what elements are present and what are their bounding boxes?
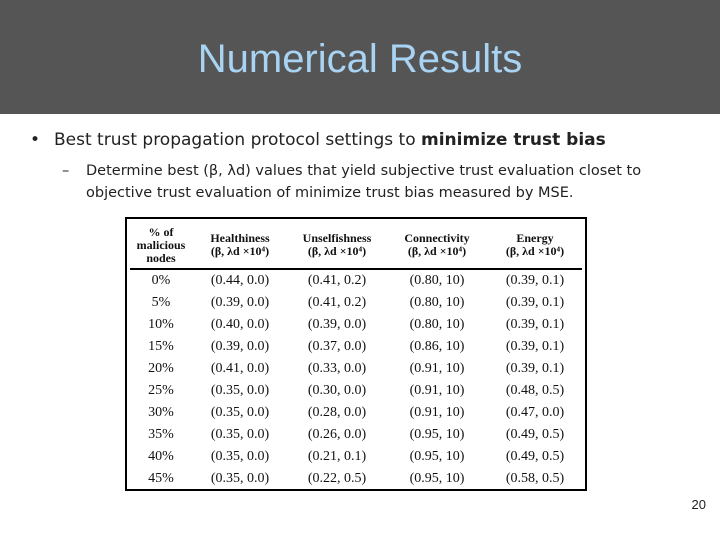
table-cell: (0.95, 10) bbox=[409, 471, 465, 486]
table-cell: (0.49, 0.5) bbox=[505, 427, 565, 442]
table-cell: (0.39, 0.1) bbox=[505, 317, 565, 332]
table-cell: (0.95, 10) bbox=[409, 449, 465, 464]
table-cell: (0.35, 0.0) bbox=[210, 471, 270, 486]
bullet-text-normal: Best trust propagation protocol settings to bbox=[54, 130, 422, 150]
table-cell: 0% bbox=[151, 273, 171, 288]
column-header-line: (β, λd ×10⁴) bbox=[307, 244, 367, 258]
table-cell: (0.37, 0.0) bbox=[307, 339, 367, 354]
table-cell: (0.48, 0.5) bbox=[505, 383, 565, 398]
table-cell: (0.95, 10) bbox=[409, 427, 465, 442]
table-row bbox=[130, 358, 582, 380]
table-row bbox=[130, 402, 582, 424]
table-cell: (0.47, 0.0) bbox=[505, 405, 565, 420]
table-cell: 5% bbox=[151, 295, 171, 310]
table-cell: (0.22, 0.5) bbox=[307, 471, 367, 486]
table-cell: 45% bbox=[148, 471, 174, 486]
table-cell: (0.26, 0.0) bbox=[307, 427, 367, 442]
table-cell: (0.49, 0.5) bbox=[505, 449, 565, 464]
table-cell: (0.44, 0.0) bbox=[210, 273, 270, 288]
results-table-frame bbox=[125, 217, 587, 491]
table-cell: (0.86, 10) bbox=[409, 339, 465, 354]
table-row bbox=[130, 468, 582, 490]
table-cell: (0.41, 0.2) bbox=[307, 295, 367, 310]
table-cell: (0.80, 10) bbox=[409, 273, 465, 288]
table-row bbox=[130, 314, 582, 336]
column-header-line: Energy bbox=[516, 231, 554, 245]
column-header bbox=[386, 222, 488, 269]
table-cell: (0.91, 10) bbox=[409, 383, 465, 398]
table-cell: 25% bbox=[148, 383, 174, 398]
table-cell: (0.39, 0.1) bbox=[505, 295, 565, 310]
column-header-line: (β, λd ×10⁴) bbox=[407, 244, 467, 258]
column-header-line: Unselfishness bbox=[302, 231, 372, 245]
table-cell: 30% bbox=[148, 405, 174, 420]
column-header-line: malicious bbox=[136, 237, 186, 252]
column-header-line: (β, λd ×10⁴) bbox=[505, 244, 565, 258]
table-row bbox=[130, 446, 582, 468]
table-cell: (0.40, 0.0) bbox=[210, 317, 270, 332]
table-row bbox=[130, 292, 582, 314]
bullet-text-bold: minimize trust bias bbox=[421, 130, 606, 150]
table-cell: 20% bbox=[148, 361, 174, 376]
table-cell: (0.58, 0.5) bbox=[505, 471, 565, 486]
table-cell: (0.41, 0.0) bbox=[210, 361, 270, 376]
column-header bbox=[288, 222, 386, 269]
table-cell: 10% bbox=[148, 317, 174, 332]
column-header bbox=[130, 222, 192, 269]
bullet-text bbox=[54, 130, 606, 150]
table-cell: 35% bbox=[148, 427, 174, 442]
table-cell: (0.35, 0.0) bbox=[210, 427, 270, 442]
table-cell: (0.33, 0.0) bbox=[307, 361, 367, 376]
column-header bbox=[488, 222, 582, 269]
table-cell: (0.80, 10) bbox=[409, 317, 465, 332]
table-cell: (0.39, 0.0) bbox=[307, 317, 367, 332]
table-cell: (0.39, 0.0) bbox=[210, 339, 270, 354]
table-cell: (0.28, 0.0) bbox=[307, 405, 367, 420]
table-row bbox=[130, 424, 582, 446]
table-cell: (0.91, 10) bbox=[409, 405, 465, 420]
table-cell: 15% bbox=[148, 339, 174, 354]
table-row bbox=[130, 336, 582, 358]
table-cell: (0.35, 0.0) bbox=[210, 405, 270, 420]
column-header-line: Healthiness bbox=[210, 231, 270, 245]
sub-bullet-text: Determine best (β, λd) values that yield subjective trust evaluation closet to objective trust evaluation of minimize trust bias measured by MSE. bbox=[86, 163, 642, 201]
table-cell: (0.35, 0.0) bbox=[210, 449, 270, 464]
column-header bbox=[192, 222, 288, 269]
column-header-line: (β, λd ×10⁴) bbox=[210, 244, 270, 258]
table-cell: (0.39, 0.1) bbox=[505, 273, 565, 288]
table-cell: 40% bbox=[148, 449, 174, 464]
results-table bbox=[130, 222, 582, 490]
table-header-row bbox=[130, 222, 582, 269]
table-cell: (0.39, 0.1) bbox=[505, 339, 565, 354]
table-cell: (0.21, 0.1) bbox=[307, 449, 367, 464]
bullet-marker: • bbox=[30, 130, 41, 150]
table-row bbox=[130, 269, 582, 292]
table-cell: (0.30, 0.0) bbox=[307, 383, 367, 398]
column-header-line: nodes bbox=[146, 250, 176, 265]
sub-bullet-marker: – bbox=[62, 163, 70, 179]
table-cell: (0.39, 0.0) bbox=[210, 295, 270, 310]
table-row bbox=[130, 380, 582, 402]
table-cell: (0.91, 10) bbox=[409, 361, 465, 376]
column-header-line: % of bbox=[148, 224, 174, 239]
page-number: 20 bbox=[691, 497, 706, 512]
table-cell: (0.35, 0.0) bbox=[210, 383, 270, 398]
table-cell: (0.80, 10) bbox=[409, 295, 465, 310]
slide-title: Numerical Results bbox=[197, 37, 523, 81]
table-cell: (0.41, 0.2) bbox=[307, 273, 367, 288]
title-bar bbox=[0, 0, 720, 114]
column-header-line: Connectivity bbox=[404, 231, 470, 245]
table-cell: (0.39, 0.1) bbox=[505, 361, 565, 376]
